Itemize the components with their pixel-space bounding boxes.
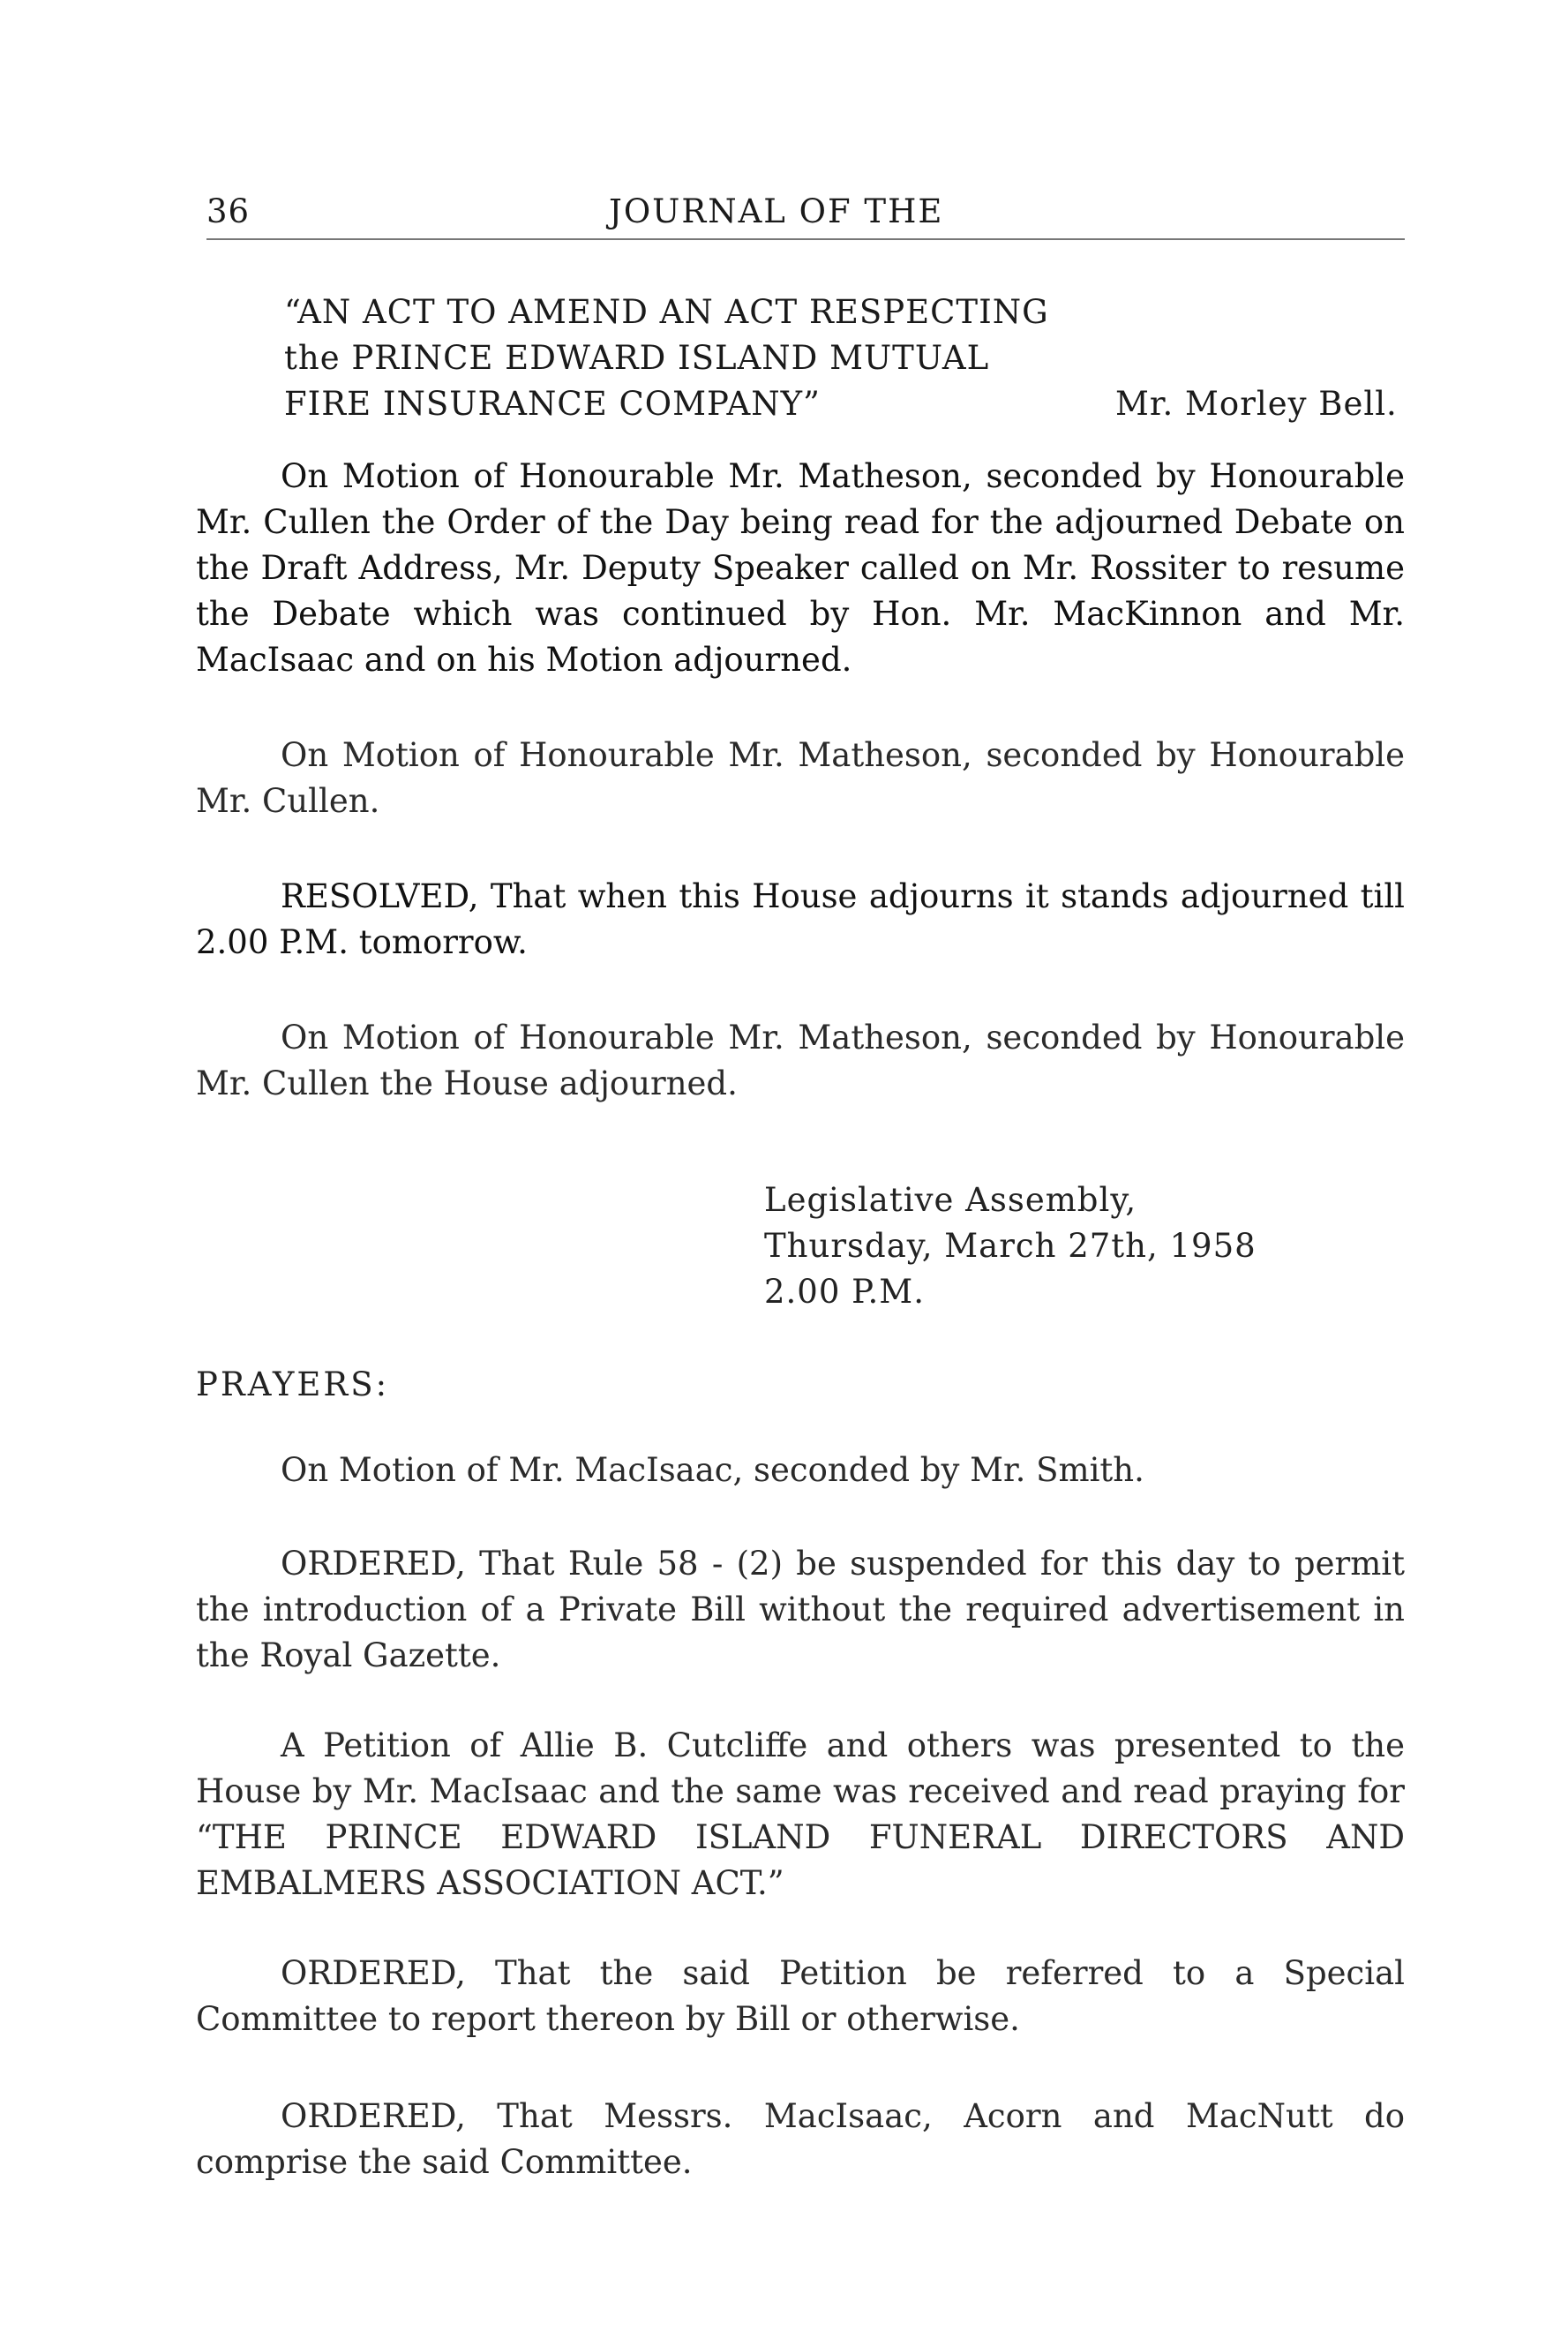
bill-title-line <box>284 381 1405 427</box>
paragraph-text: ORDERED, That Rule 58 - (2) be suspended for this day to permit the introduction of a Private Bill without the required advertisement in the Royal Gazette. <box>196 1545 1405 1674</box>
bill-title-text: FIRE INSURANCE COMPANY” <box>284 385 821 423</box>
paragraph-text: On Motion of Honourable Mr. Matheson, seconded by Honourable Mr. Cullen. <box>196 736 1405 820</box>
dateline-place: Legislative Assembly, <box>764 1181 1137 1219</box>
paragraph-text: On Motion of Honourable Mr. Matheson, seconded by Honourable Mr. Cullen the Order of the Day being read for the adjourned Debate on the Draft Address, Mr. Deputy Speaker called on Mr. Rossiter to resume the Debate which was continued by Hon. Mr. MacKinnon and Mr. MacIsaac and on his Motion adjourned. <box>196 457 1405 679</box>
prayers-heading: PRAYERS: <box>196 1365 390 1403</box>
order-paragraph <box>196 1951 1405 2042</box>
bill-title-block <box>284 290 1405 427</box>
paragraph-text: On Motion of Honourable Mr. Matheson, seconded by Honourable Mr. Cullen the House adjourned. <box>196 1019 1405 1102</box>
paragraph-text: ORDERED, That Messrs. MacIsaac, Acorn and MacNutt do comprise the said Committee. <box>196 2097 1405 2181</box>
sitting-dateline <box>764 1177 1257 1315</box>
motion-paragraph <box>196 733 1405 824</box>
dateline-date: Thursday, March 27th, 1958 <box>764 1227 1257 1265</box>
petition-paragraph <box>196 1723 1405 1907</box>
paragraph-text: RESOLVED, That when this House adjourns it stands adjourned till 2.00 P.M. tomorrow. <box>196 877 1405 961</box>
motion-paragraph <box>196 454 1405 683</box>
order-paragraph <box>196 1541 1405 1679</box>
bill-title-line: “AN ACT TO AMEND AN ACT RESPECTING <box>284 293 1049 331</box>
paragraph-text: A Petition of Allie B. Cutcliffe and others was presented to the House by Mr. MacIsaac and the same was received and read praying for “THE PRINCE EDWARD ISLAND FUNERAL DIRECTORS AND EMBALMERS ASSOCIATION ACT.” <box>196 1726 1405 1902</box>
resolution-paragraph <box>196 874 1405 966</box>
motion-paragraph <box>196 1015 1405 1107</box>
page-number: 36 <box>206 192 251 230</box>
paragraph-text: ORDERED, That the said Petition be referred to a Special Committee to report thereon by Bill or otherwise. <box>196 1954 1405 2038</box>
bill-member: Mr. Morley Bell. <box>1115 385 1398 423</box>
running-head: JOURNAL OF THE <box>609 192 944 230</box>
order-paragraph <box>196 2094 1405 2185</box>
dateline-time: 2.00 P.M. <box>764 1273 925 1311</box>
header-rule <box>206 238 1405 240</box>
page-header <box>196 189 1405 245</box>
paragraph-text: On Motion of Mr. MacIsaac, seconded by Mr. Smith. <box>281 1451 1144 1489</box>
bill-title-line: the PRINCE EDWARD ISLAND MUTUAL <box>284 339 990 377</box>
motion-paragraph <box>196 1448 1405 1493</box>
